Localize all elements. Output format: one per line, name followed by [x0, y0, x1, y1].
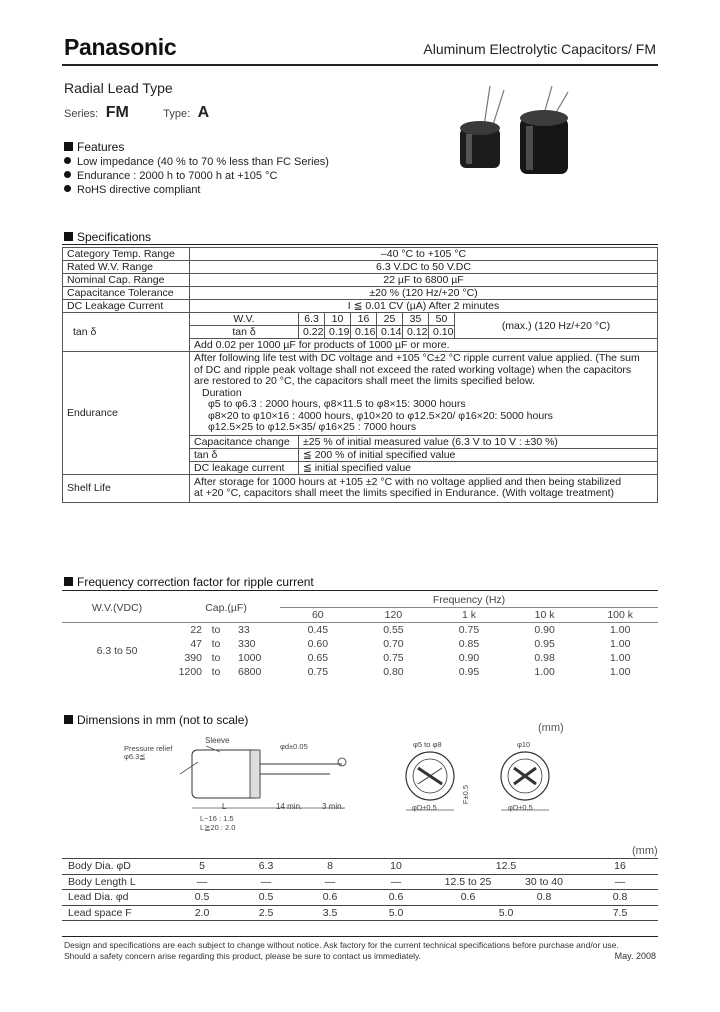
- dimension-drawing: [120, 732, 560, 842]
- dimension-unit-label: (mm): [538, 722, 564, 734]
- feature-item: Low impedance (40 % to 70 % less than FC Series): [64, 155, 329, 169]
- front-right-bottom-label: φD±0.5: [508, 803, 533, 812]
- lead-spacing-label: F±0.5: [461, 784, 471, 805]
- product-heading: Radial Lead Type: [64, 80, 173, 96]
- endurance-check-row: Capacitance change ±25 % of initial measured value (6.3 V to 10 V : ±30 %): [63, 435, 658, 448]
- length-label: L: [222, 802, 227, 811]
- front-left-bottom-label: φD±0.5: [412, 803, 437, 812]
- endurance-check-row: tan δ ≦ 200 % of initial specified value: [63, 448, 658, 461]
- section-square-icon: [64, 577, 73, 586]
- feature-item: RoHS directive compliant: [64, 183, 329, 197]
- footer-rule: [62, 936, 658, 937]
- lead-length-label: 14 min.: [276, 802, 303, 811]
- spec-row: DC Leakage Current I ≦ 0.01 CV (µA) After 2 minutes: [63, 300, 658, 313]
- frequency-header-row: W.V.(VDC) Cap.(µF) Frequency (Hz): [62, 593, 658, 608]
- specifications-table: [62, 247, 658, 503]
- dimension-table-unit-label: (mm): [632, 845, 658, 857]
- footer-disclaimer: Design and specifications are each subject to change without notice. Ask factory for the current technical specifications before purchase and/or use. Should a safety concern arise regarding this product, please be sure to contact us immediately.: [64, 940, 619, 961]
- spec-row: Category Temp. Range –40 °C to +105 °C: [63, 248, 658, 261]
- frequency-row: 390 to 1000 0.65 0.75 0.90 0.98 1.00: [184, 652, 631, 664]
- front-right-top-label: φ10: [517, 740, 531, 749]
- series-value: FM: [105, 104, 129, 121]
- series-label: Series:: [64, 108, 99, 120]
- dimension-row: Lead Dia. φd 0.5 0.5 0.6 0.6 0.6 0.8 0.8: [62, 890, 658, 906]
- shelf-life-row: Shelf Life After storage for 1000 hours at +105 ±2 °C with no voltage applied and then being stabilized at +20 °C, capacitors shall meet the limits specified in Endurance. (With voltage treatment): [63, 474, 658, 502]
- lead-diameter-label: φd±0.05: [280, 742, 308, 751]
- frequency-row: 6.3 to 50 22 to 33 0.45 0.55 0.75 0.90 1.00: [62, 623, 658, 638]
- bullet-icon: [64, 185, 71, 192]
- spec-row: Capacitance Tolerance ±20 % (120 Hz/+20 °C): [63, 287, 658, 300]
- features-heading: Features: [64, 140, 124, 154]
- capacitor-photo: [448, 84, 588, 184]
- type-label: Type:: [163, 108, 191, 120]
- frequency-values-header-row: 60 120 1 k 10 k 100 k: [311, 609, 634, 621]
- spec-row: Nominal Cap. Range 22 µF to 6800 µF: [63, 274, 658, 287]
- lead-short-label: 3 min.: [322, 802, 344, 811]
- section-square-icon: [64, 715, 73, 724]
- frequency-row: 47 to 330 0.60 0.70 0.85 0.95 1.00: [190, 638, 631, 650]
- dimension-row: Body Length L — — — — 12.5 to 25 30 to 40 —: [62, 874, 658, 890]
- pressure-relief-label: Pressure relief φ6.3≦: [124, 744, 173, 761]
- endurance-row: Endurance After following life test with DC voltage and +105 °C±2 °C ripple current value applied. (The sum of DC and ripple peak voltage shall not exceed the rated working voltage) when the capacitors are restored to 20 °C, the capacitors shall meet the limits specified below. Duration φ5 to φ6.3 : 2000 hours, φ8×11.5 to φ8×15: 3000 hours φ8×20 to φ10×16 : 4000 hours, φ10×20 to φ12.5×20/ φ16×20: 5000 hours φ12.5×25 to φ12.5×35/ φ16×25 : 7000 hours: [63, 352, 658, 436]
- series-type-line: [64, 104, 209, 122]
- section-square-icon: [64, 232, 73, 241]
- tan-delta-note-row: Add 0.02 per 1000 µF for products of 1000 µF or more.: [63, 339, 658, 352]
- sleeve-label: Sleeve: [205, 736, 230, 745]
- spec-row: Rated W.V. Range 6.3 V.DC to 50 V.DC: [63, 261, 658, 274]
- tan-delta-wv-row: tan δ W.V. 6.3 10 16 25 35 50 (max.) (120 Hz/+20 °C): [63, 313, 658, 326]
- type-value: A: [197, 104, 210, 121]
- tan-delta-value-row: tan δ 0.22 0.19 0.16 0.14 0.12 0.10: [63, 326, 658, 339]
- header-rule: [62, 64, 658, 66]
- brand-logo: Panasonic: [64, 34, 177, 60]
- frequency-row: 1200 to 6800 0.75 0.80 0.95 1.00 1.00: [178, 666, 631, 678]
- frequency-heading: Frequency correction factor for ripple current: [64, 575, 314, 589]
- section-square-icon: [64, 142, 73, 151]
- features-list: [64, 155, 329, 197]
- front-left-top-label: φ5 to φ8: [413, 740, 442, 749]
- spec-rule: [62, 244, 658, 245]
- dimension-row: Body Dia. φD 5 6.3 8 10 12.5 16: [62, 859, 658, 875]
- bullet-icon: [64, 171, 71, 178]
- dimensions-heading: Dimensions in mm (not to scale): [64, 713, 248, 727]
- length-tolerance-label: L−16 : 1.5 L≧20 : 2.0: [200, 814, 236, 832]
- endurance-check-row: DC leakage current ≦ initial specified value: [63, 461, 658, 474]
- feature-item: Endurance : 2000 h to 7000 h at +105 °C: [64, 169, 329, 183]
- dimension-row: Lead space F 2.0 2.5 3.5 5.0 5.0 7.5: [62, 905, 658, 921]
- frequency-table: [62, 593, 658, 679]
- frequency-rule: [62, 590, 658, 591]
- specifications-heading: Specifications: [64, 230, 151, 244]
- footer-date: May. 2008: [614, 951, 656, 961]
- document-title: Aluminum Electrolytic Capacitors/ FM: [423, 41, 656, 57]
- bullet-icon: [64, 157, 71, 164]
- dimension-table: [62, 858, 658, 921]
